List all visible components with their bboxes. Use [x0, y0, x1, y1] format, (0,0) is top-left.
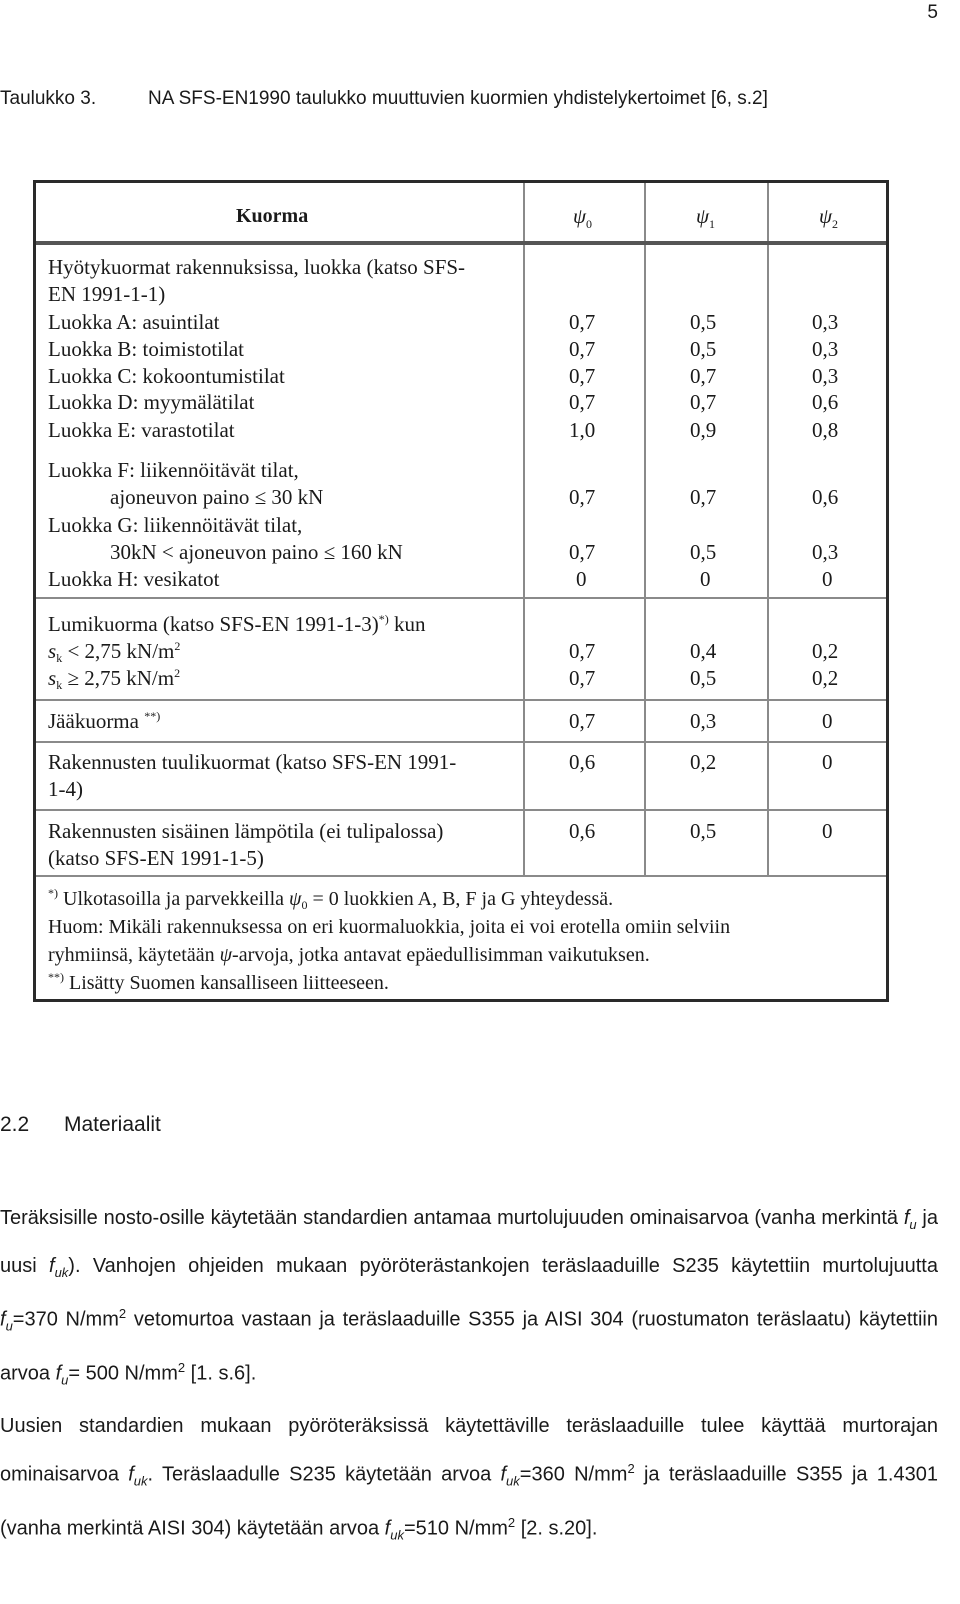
value-cell: 0,7 — [569, 639, 596, 663]
header-load: Kuorma — [236, 205, 309, 227]
imposed-title: EN 1991-1-1) — [48, 282, 166, 306]
value-cell: 0 — [576, 567, 587, 591]
temperature-row-label: (katso SFS-EN 1991-1-5) — [48, 846, 264, 870]
table-note: *) Ulkotasoilla ja parvekkeilla $\psi_0 = 0$ luokkien A, B, F ja G yhteydessä. — [48, 886, 614, 912]
value-cell: 0,5 — [690, 310, 717, 334]
value-cell: 0,6 — [812, 390, 839, 414]
value-cell: 0,7 — [569, 310, 596, 334]
value-cell: 0 — [822, 750, 833, 774]
row-divider — [36, 875, 886, 877]
row-divider — [36, 597, 886, 599]
column-divider — [523, 183, 525, 875]
page-number: 5 — [927, 2, 938, 23]
value-cell: 0,3 — [690, 709, 717, 733]
value-cell: 0,5 — [690, 337, 717, 361]
value-cell: 0,2 — [812, 639, 839, 663]
value-cell: 0,7 — [569, 709, 596, 733]
snow-title: Lumikuorma (katso SFS-EN 1991-1-3)*) kun — [48, 612, 426, 636]
value-cell: 0,8 — [812, 418, 839, 442]
column-divider — [767, 183, 769, 875]
value-cell: 0,3 — [812, 364, 839, 388]
value-cell: 0,3 — [812, 310, 839, 334]
row-label-h: Luokka H: vesikatot — [48, 567, 220, 591]
row-label-f: ajoneuvon paino ≤ 30 kN — [110, 485, 324, 509]
value-cell: 0,7 — [569, 485, 596, 509]
value-cell: 0,3 — [812, 540, 839, 564]
header-psi1: $\psi_1$ — [696, 204, 716, 232]
value-cell: 0,7 — [569, 364, 596, 388]
temperature-row-label: Rakennusten sisäinen lämpötila (ei tulipalossa) — [48, 819, 444, 843]
paragraph-1: Teräksisille nosto-osille käytetään standardien antamaa murtolujuuden ominaisarvoa (vanha merkintä $f_u$ ja uusi $f_{uk}$). Vanhojen ohjeiden mukaan pyöröterästankojen teräslaaduille S235 käytettiin murtolujuutta $f_u=370$ $N/mm^2$ vetomurtoa vastaan ja teräslaaduille S355 ja AISI 304 (ruostumaton teräslaatu) käytettiin arvoa $f_u= 500$ $N/mm^2$ [1. s.6]. — [0, 1207, 938, 1388]
header-divider — [36, 241, 886, 245]
snow-row-label: $s_k \ge 2,75$ $kN/m^2$ — [48, 666, 181, 692]
header-psi2: $\psi_2$ — [819, 204, 839, 232]
value-cell: 0,7 — [690, 364, 717, 388]
section-number: 2.2 — [0, 1113, 30, 1136]
table-caption — [0, 88, 768, 110]
value-cell: 0,5 — [690, 819, 717, 843]
table-note: Huom: Mikäli rakennuksessa on eri kuormaluokkia, joita ei voi erotella omiin selviin — [48, 916, 731, 938]
value-cell: 0,6 — [812, 485, 839, 509]
load-combination-table — [33, 180, 889, 1002]
row-divider — [36, 809, 886, 811]
imposed-title: Hyötykuormat rakennuksissa, luokka (katso SFS- — [48, 255, 466, 279]
row-label-g: 30kN < ajoneuvon paino ≤ 160 kN — [110, 540, 403, 564]
row-label-e: Luokka E: varastotilat — [48, 418, 235, 442]
value-cell: 0,6 — [569, 750, 596, 774]
snow-row-label: $s_k < 2,75$ $kN/m^2$ — [48, 639, 181, 665]
value-cell: 0,7 — [569, 540, 596, 564]
value-cell: 0,9 — [690, 418, 717, 442]
caption-text: NA SFS-EN1990 taulukko muuttuvien kuormien yhdistelykertoimet [6, s.2] — [148, 88, 768, 109]
value-cell: 0,5 — [690, 666, 717, 690]
row-label-c: Luokka C: kokoontumistilat — [48, 364, 285, 388]
row-label-g: Luokka G: liikennöitävät tilat, — [48, 513, 303, 537]
header-psi0: $\psi_0$ — [573, 204, 593, 232]
value-cell: 0,4 — [690, 639, 717, 663]
column-divider — [644, 183, 646, 875]
value-cell: 0,7 — [569, 337, 596, 361]
value-cell: 0,2 — [812, 666, 839, 690]
table-note: **) Lisätty Suomen kansalliseen liitteeseen. — [48, 970, 389, 994]
value-cell: 0,7 — [690, 390, 717, 414]
row-label-b: Luokka B: toimistotilat — [48, 337, 244, 361]
table-note: ryhmiinsä, käytetään ψ-arvoja, jotka antavat epäedullisimman vaikutuksen. — [48, 944, 650, 966]
ice-row-label: Jääkuorma **) — [48, 709, 161, 733]
value-cell: 0 — [700, 567, 711, 591]
row-label-d: Luokka D: myymälätilat — [48, 390, 255, 414]
section-title: Materiaalit — [64, 1113, 161, 1136]
value-cell: 0,2 — [690, 750, 717, 774]
value-cell: 0,6 — [569, 819, 596, 843]
value-cell: 0,3 — [812, 337, 839, 361]
wind-row-label: Rakennusten tuulikuormat (katso SFS-EN 1991- — [48, 750, 457, 774]
wind-row-label: 1-4) — [48, 777, 83, 801]
row-divider — [36, 741, 886, 743]
value-cell: 0 — [822, 567, 833, 591]
value-cell: 0 — [822, 709, 833, 733]
paragraph-2: Uusien standardien mukaan pyöröteräksissä käytettäville teräslaaduille tulee käyttää murtorajan ominaisarvoa $f_{uk}$. Teräslaadulle S235 käytetään arvoa $f_{uk}=360$ $N/mm^2$ ja teräslaaduille S355 ja 1.4301 (vanha merkintä AISI 304) käytetään arvoa $f_{uk}=510$ $N/mm^2$ [2. s.20]. — [0, 1415, 938, 1543]
value-cell: 0 — [822, 819, 833, 843]
value-cell: 0,7 — [569, 390, 596, 414]
caption-label: Taulukko 3. — [0, 88, 97, 109]
section-heading — [0, 1113, 161, 1137]
value-cell: 0,5 — [690, 540, 717, 564]
row-label-a: Luokka A: asuintilat — [48, 310, 220, 334]
row-label-f: Luokka F: liikennöitävät tilat, — [48, 458, 299, 482]
value-cell: 1,0 — [569, 418, 596, 442]
row-divider — [36, 699, 886, 701]
value-cell: 0,7 — [690, 485, 717, 509]
value-cell: 0,7 — [569, 666, 596, 690]
